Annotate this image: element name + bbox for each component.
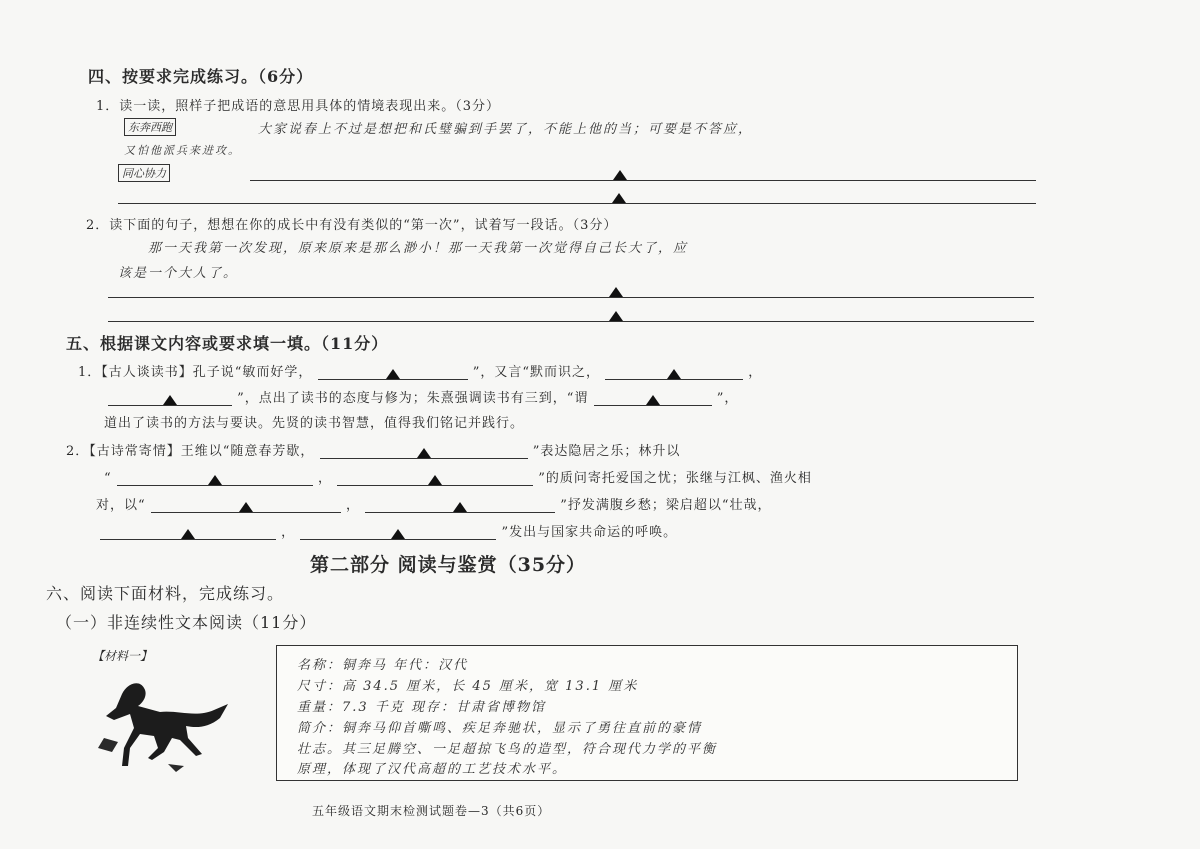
triangle-mark-icon — [163, 395, 177, 405]
answer-line[interactable] — [108, 297, 1034, 298]
triangle-mark-icon — [612, 193, 626, 203]
answer-line[interactable] — [250, 180, 1036, 181]
idiom-box-1: 东奔西跑 — [124, 118, 176, 136]
section-5-heading: 五、根据课文内容或要求填一填。（11分） — [66, 334, 389, 353]
card-line: 名称：铜奔马 年代：汉代 — [297, 658, 469, 673]
triangle-mark-icon — [667, 369, 681, 379]
fill-blank[interactable] — [594, 391, 712, 406]
card-line: 壮志。其三足腾空、一足超掠飞鸟的造型，符合现代力学的平衡 — [297, 742, 718, 757]
card-line: 尺寸：高 34.5 厘米，长 45 厘米，宽 13.1 厘米 — [297, 679, 639, 694]
idiom-box-2: 同心协力 — [118, 164, 170, 182]
triangle-mark-icon — [428, 475, 442, 485]
question-5-2-line-1: 2．【古诗常寄情】王维以“随意春芳歇， ”表达隐居之乐；林升以 — [66, 444, 681, 459]
question-4-2-text-b: 该是一个大人了。 — [118, 266, 239, 281]
triangle-mark-icon — [239, 502, 253, 512]
fill-blank[interactable] — [318, 365, 468, 380]
triangle-mark-icon — [613, 170, 627, 180]
answer-line[interactable] — [108, 321, 1034, 322]
fill-blank[interactable] — [117, 471, 313, 486]
question-5-1-line-1: 1．【古人谈读书】孔子说“敏而好学， ”，又言“默而识之， ， — [78, 365, 763, 380]
question-4-2: 2．读下面的句子，想想在你的成长中有没有类似的“第一次”，试着写一段话。（3分） — [86, 218, 618, 233]
triangle-mark-icon — [181, 529, 195, 539]
triangle-mark-icon — [646, 395, 660, 405]
triangle-mark-icon — [208, 475, 222, 485]
triangle-mark-icon — [609, 311, 623, 321]
fill-blank[interactable] — [100, 525, 276, 540]
question-5-1-line-3: 道出了读书的方法与要诀。先贤的读书智慧，值得我们铭记并践行。 — [104, 416, 525, 431]
fill-blank[interactable] — [108, 391, 232, 406]
fill-blank[interactable] — [320, 444, 528, 459]
card-line: 重量：7.3 千克 现存：甘肃省博物馆 — [297, 700, 546, 715]
subsection-1-heading: （一）非连续性文本阅读（11分） — [56, 613, 317, 632]
question-5-2-line-2: “ ， ”的质问寄托爱国之忧；张继与江枫、渔火相 — [104, 471, 812, 486]
artifact-info-card — [276, 645, 1018, 781]
page-footer: 五年级语文期末检测试题卷—3（共6页） — [312, 804, 551, 818]
question-5-2-line-3: 对，以“ ， ”抒发满腹乡愁；梁启超以“壮哉， — [96, 498, 772, 513]
answer-line[interactable] — [118, 203, 1036, 204]
section-4-heading: 四、按要求完成练习。（6分） — [88, 67, 314, 86]
card-line: 简介：铜奔马仰首嘶鸣、疾足奔驰状，显示了勇往直前的豪情 — [297, 721, 703, 736]
question-4-1: 1．读一读，照样子把成语的意思用具体的情境表现出来。（3分） — [96, 99, 501, 114]
triangle-mark-icon — [391, 529, 405, 539]
question-4-2-text-a: 那一天我第一次发现，原来原来是那么渺小！那一天我第一次觉得自己长大了，应 — [148, 241, 689, 256]
triangle-mark-icon — [386, 369, 400, 379]
fill-blank[interactable] — [337, 471, 533, 486]
question-5-1-line-2: ”，点出了读书的态度与修为；朱熹强调读书有三到，“谓 ”， — [108, 387, 738, 406]
triangle-mark-icon — [417, 448, 431, 458]
material-label: 【材料一】 — [92, 649, 153, 663]
example-sentence-a: 大家说春上不过是想把和氏璧骗到手罢了，不能上他的当；可要是不答应， — [258, 122, 754, 137]
fill-blank[interactable] — [605, 365, 743, 380]
section-6-heading: 六、阅读下面材料，完成练习。 — [46, 584, 285, 603]
triangle-mark-icon — [609, 287, 623, 297]
part-2-title: 第二部分 阅读与鉴赏（35分） — [310, 554, 587, 576]
fill-blank[interactable] — [151, 498, 341, 513]
card-line: 原理，体现了汉代高超的工艺技术水平。 — [297, 762, 568, 777]
bronze-horse-image — [68, 668, 236, 778]
question-5-2-line-4: ， ”发出与国家共命运的呼唤。 — [100, 521, 677, 540]
triangle-mark-icon — [453, 502, 467, 512]
fill-blank[interactable] — [365, 498, 555, 513]
example-sentence-b: 又怕他派兵来进攻。 — [124, 144, 241, 157]
fill-blank[interactable] — [300, 525, 496, 540]
